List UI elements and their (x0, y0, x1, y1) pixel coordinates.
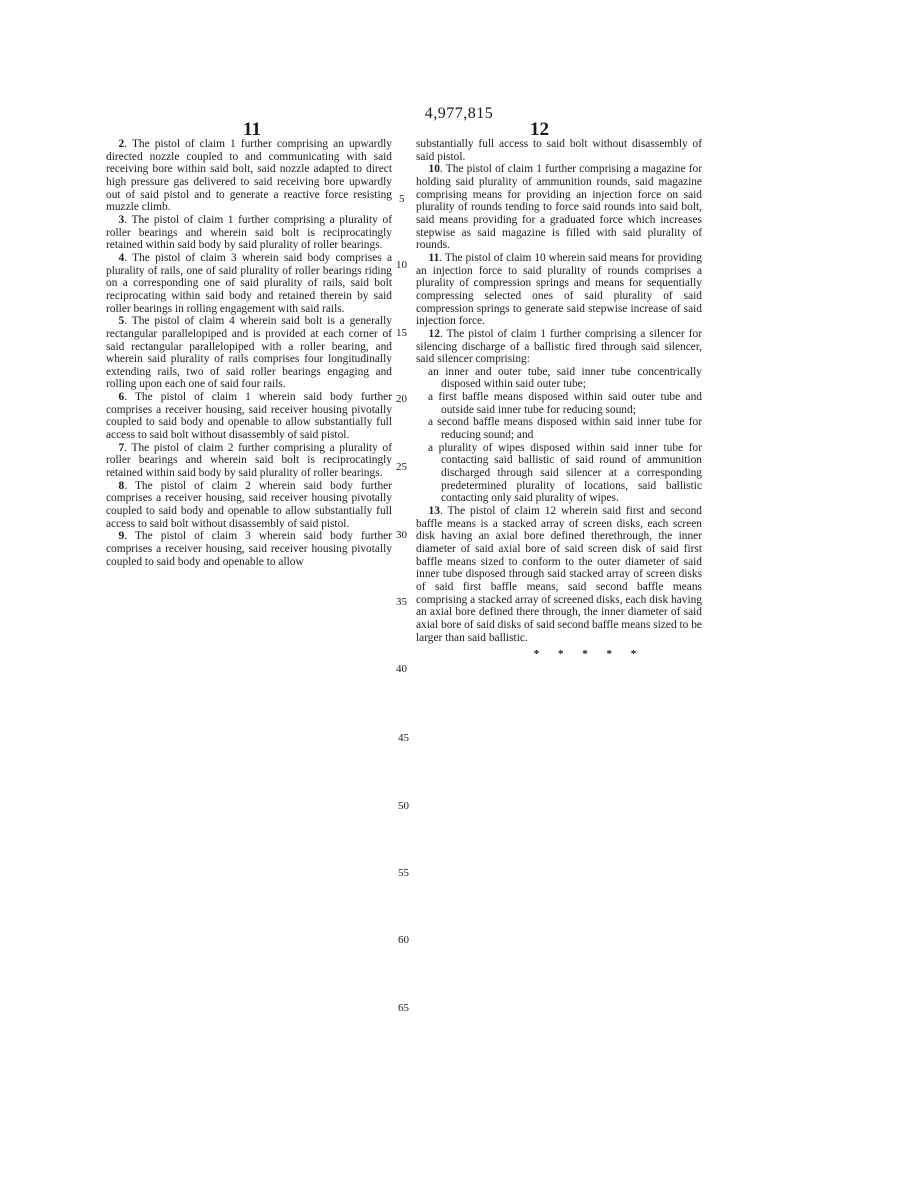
patent-number: 4,977,815 (424, 105, 494, 122)
line-number: 15 (396, 327, 407, 339)
claim-9-continuation: substantially full access to said bolt without disassembly of said pistol. (416, 138, 702, 163)
claim-12-element: a first baffle means disposed within said outer tube and outside said inner tube for reducing sound; (428, 391, 702, 416)
line-number: 55 (398, 867, 409, 879)
claim-3: 3. The pistol of claim 1 further comprising a plurality of roller bearings and wherein said bolt is reciprocatingly retained within said body by said plurality of roller bearings. (106, 213, 392, 252)
end-of-claims-mark: * * * * * (533, 648, 645, 661)
line-number: 45 (398, 732, 409, 744)
claim-12: 12. The pistol of claim 1 further comprising a silencer for silencing discharge of a ballistic fired through said silencer, said silencer comprising: (416, 327, 702, 366)
right-page-number: 12 (530, 119, 549, 140)
line-number: 60 (398, 934, 409, 946)
line-number: 65 (398, 1002, 409, 1014)
claim-12-element: an inner and outer tube, said inner tube concentrically disposed within said outer tube; (428, 365, 702, 391)
line-number: 50 (398, 800, 409, 812)
line-number: 30 (396, 529, 407, 541)
claim-6: 6. The pistol of claim 1 wherein said body further comprises a receiver housing, said receiver housing pivotally coupled to said body and openable to allow substantially full access to said bolt without disassembly of said pistol. (106, 391, 392, 442)
claim-4: 4. The pistol of claim 3 wherein said body comprises a plurality of rails, one of said plurality of roller bearings riding on a corresponding one of said plurality of rails, said bolt reciprocating within said body and retained therein by said roller bearings in rolling engagement with said rails. (106, 251, 392, 315)
claim-12-element: a plurality of wipes disposed within said inner tube for contacting said ballistic of said round of ammunition discharged through said silencer at a corresponding predetermined plurality of locations, said ballistic contacting only said plurality of wipes. (428, 441, 702, 505)
line-number: 5 (399, 193, 405, 205)
claim-12-element: a second baffle means disposed within said inner tube for reducing sound; and (428, 416, 702, 442)
left-column (106, 138, 392, 568)
line-number: 35 (396, 596, 407, 608)
claim-10: 10. The pistol of claim 1 further comprising a magazine for holding said plurality of ammunition rounds, said magazine comprising means for providing an injection force on said plurality of rounds tending to force said rounds into said bolt, said means providing for a graduated force which increases stepwise as said magazine is filled with said plurality of rounds. (416, 163, 702, 252)
claim-7: 7. The pistol of claim 2 further comprising a plurality of roller bearings and wherein said bolt is reciprocatingly retained within said body by said plurality of roller bearings. (106, 441, 392, 480)
claim-13: 13. The pistol of claim 12 wherein said first and second baffle means is a stacked array of screen disks, each screen disk having an axial bore defined therethrough, the inner diameter of said axial bore of said screen disk of said first baffle means sized to conform to the outer diameter of said inner tube disposed through said stacked array of screen disks of said first baffle means, said second baffle means comprising a stacked array of screened disks, each disk having an axial bore defined there through, the inner diameter of said axial bore of said disks of said second baffle means sized to be larger than said ballistic. (416, 505, 702, 644)
claim-9: 9. The pistol of claim 3 wherein said body further comprises a receiver housing, said receiver housing pivotally coupled to said body and openable to allow (106, 530, 392, 568)
claim-5: 5. The pistol of claim 4 wherein said bolt is a generally rectangular parallelopiped and is provided at each corner of said rectangular parallelopiped with a roller bearing, and wherein said plurality of rails comprises four longitudinally extending rails, two of said roller bearings engaging and rolling upon each one of said four rails. (106, 315, 392, 391)
line-number: 20 (396, 393, 407, 405)
claim-2: 2. The pistol of claim 1 further comprising an upwardly directed nozzle coupled to and communicating with said receiving bore within said bolt, said nozzle adapted to direct high pressure gas delivered to said receiving bore upwardly out of said pistol and to generate a reactive force resisting muzzle climb. (106, 138, 392, 214)
line-number: 10 (396, 259, 407, 271)
claim-11: 11. The pistol of claim 10 wherein said means for providing an injection force to said plurality of rounds comprises a plurality of compression springs and means for sequentially compressing selected ones of said plurality of said compression springs to generate said stepwise increase of said injection force. (416, 251, 702, 328)
claim-8: 8. The pistol of claim 2 wherein said body further comprises a receiver housing, said receiver housing pivotally coupled to said body and openable to allow substantially full access to said bolt without disassembly of said pistol. (106, 479, 392, 530)
line-number: 25 (396, 461, 407, 473)
line-number: 40 (396, 663, 407, 675)
right-column (416, 138, 702, 661)
left-page-number: 11 (243, 119, 261, 140)
